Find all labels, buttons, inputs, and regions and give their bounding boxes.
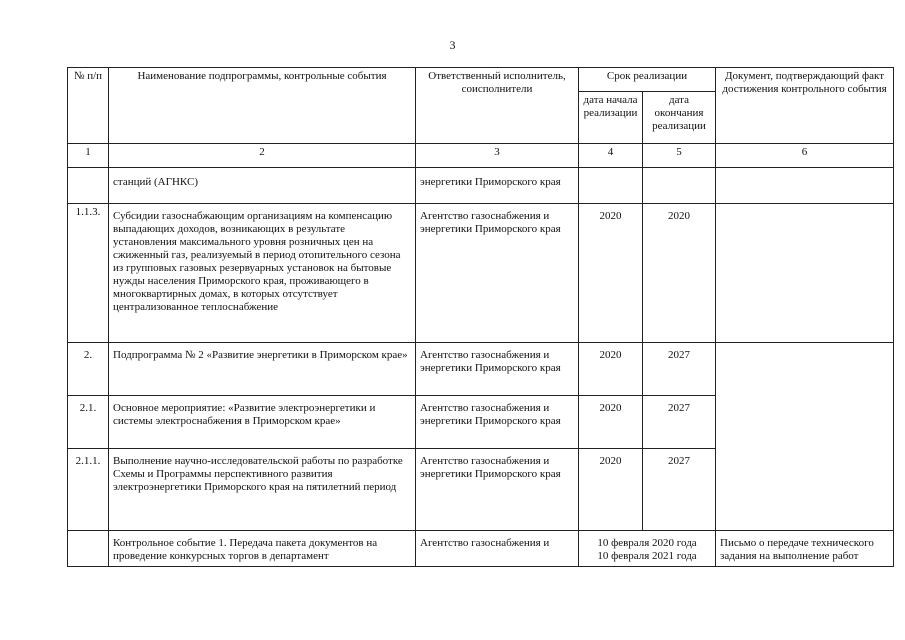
column-number: 4 (579, 144, 643, 168)
row-executor: Агентство газоснабжения и энергетики Приморского края (416, 449, 579, 531)
header-document: Документ, подтверждающий факт достижения контрольного события (716, 68, 894, 144)
header-name: Наименование подпрограммы, контрольные события (109, 68, 416, 144)
row-name: станций (АГНКС) (109, 168, 416, 204)
row-number: 2. (68, 343, 109, 396)
row-end: 2027 (643, 343, 716, 396)
row-start: 2020 (579, 343, 643, 396)
column-numbers-row (68, 144, 894, 168)
row-name: Выполнение научно-исследовательской работы по разработке Схемы и Программы перспективного развития электроэнергетики Приморского края на пятилетний период (109, 449, 416, 531)
header-num: № п/п (68, 68, 109, 144)
row-executor: Агентство газоснабжения и энергетики Приморского края (416, 343, 579, 396)
table-row (68, 343, 894, 396)
row-document (716, 168, 894, 204)
events-table (67, 67, 894, 567)
row-number: 1.1.3. (68, 204, 109, 343)
page-number: 3 (449, 38, 456, 52)
row-executor: Агентство газоснабжения и энергетики Приморского края (416, 396, 579, 449)
header-executor: Ответственный исполнитель, соисполнители (416, 68, 579, 144)
row-start: 2020 (579, 449, 643, 531)
row-end: 2027 (643, 449, 716, 531)
row-executor: Агентство газоснабжения и энергетики Приморского края (416, 204, 579, 343)
row-start (579, 168, 643, 204)
header-end-date: дата окончания реализации (643, 92, 716, 144)
header-row-top (68, 68, 894, 92)
row-start: 2020 (579, 204, 643, 343)
table-row (68, 168, 894, 204)
row-number (68, 531, 109, 567)
row-executor: энергетики Приморского края (416, 168, 579, 204)
row-end: 2027 (643, 396, 716, 449)
row-end (643, 168, 716, 204)
table-row (68, 204, 894, 343)
row-start: 2020 (579, 396, 643, 449)
row-document (716, 343, 894, 531)
row-number: 2.1. (68, 396, 109, 449)
column-number: 1 (68, 144, 109, 168)
column-number: 2 (109, 144, 416, 168)
row-dates (579, 531, 716, 567)
row-date-end: 10 февраля 2021 года (597, 550, 697, 562)
row-executor: Агентство газоснабжения и (416, 531, 579, 567)
column-number: 3 (416, 144, 579, 168)
row-number (68, 168, 109, 204)
row-name: Контрольное событие 1. Передача пакета документов на проведение конкурсных торгов в департамент (109, 531, 416, 567)
row-number: 2.1.1. (68, 449, 109, 531)
row-name: Подпрограмма № 2 «Развитие энергетики в Приморском крае» (109, 343, 416, 396)
row-document (716, 204, 894, 343)
column-number: 5 (643, 144, 716, 168)
header-start-date: дата начала реализации (579, 92, 643, 144)
header-period: Срок реализации (579, 68, 716, 92)
row-date-start: 10 февраля 2020 года (597, 537, 697, 549)
column-number: 6 (716, 144, 894, 168)
table-row (68, 531, 894, 567)
row-document: Письмо о передаче технического задания на выполнение работ (716, 531, 894, 567)
row-name: Основное мероприятие: «Развитие электроэнергетики и системы электроснабжения в Приморском крае» (109, 396, 416, 449)
row-name: Субсидии газоснабжающим организациям на компенсацию выпадающих доходов, возникающих в результате установления максимального уровня розничных цен на сжиженный газ, реализуемый в период отопительного сезона из групповых газовых резервуарных установок на бытовые нужды населения Приморского края, проживающего в многоквартирных домах, в которых отсутствует централизованное теплоснабжение (109, 204, 416, 343)
row-end: 2020 (643, 204, 716, 343)
